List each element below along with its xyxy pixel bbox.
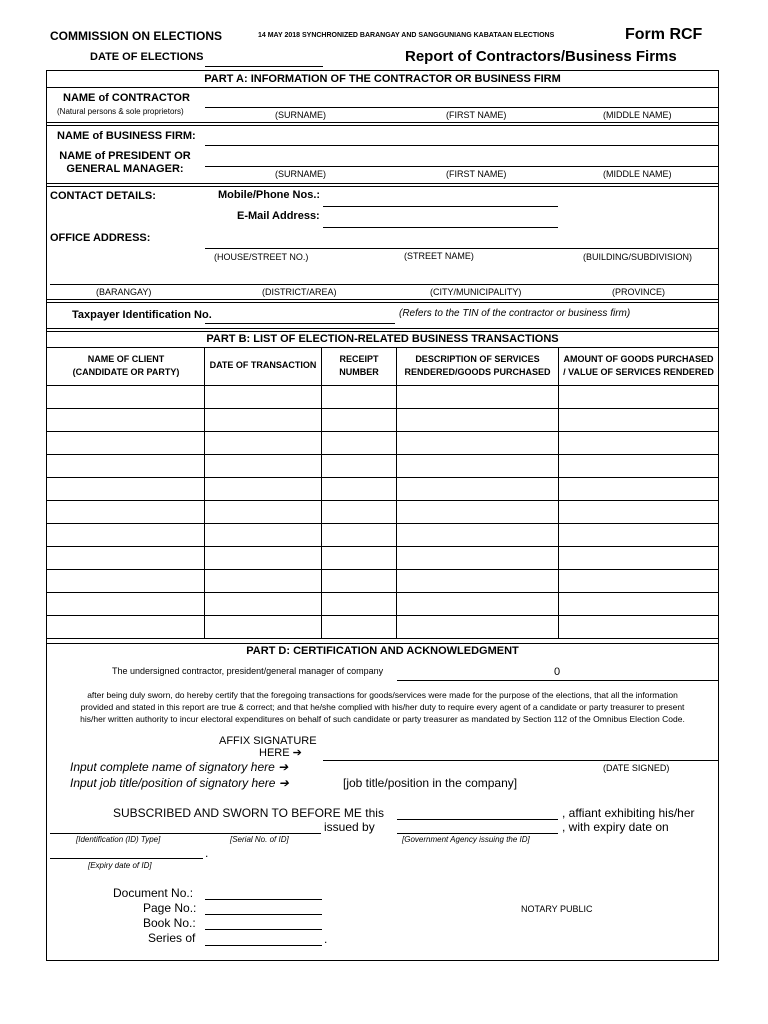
- table-cell[interactable]: [559, 432, 718, 454]
- part-d-title: PART D: CERTIFICATION AND ACKNOWLEDGMENT: [246, 645, 519, 657]
- table-cell[interactable]: [322, 616, 396, 638]
- table-cell[interactable]: [205, 386, 321, 408]
- table-cell[interactable]: [559, 386, 718, 408]
- table-cell[interactable]: [322, 455, 396, 477]
- table-cell[interactable]: [322, 386, 396, 408]
- table-cell[interactable]: [205, 501, 321, 523]
- col-receipt-line1: RECEIPT: [339, 354, 379, 364]
- part-a-title: PART A: INFORMATION OF THE CONTRACTOR OR BUSINESS FIRM: [204, 73, 561, 85]
- divider: [47, 125, 718, 126]
- table-cell[interactable]: [397, 478, 558, 500]
- document-no-label: Document No.:: [113, 886, 194, 900]
- expiry-on-text: , with expiry date on: [562, 820, 669, 834]
- id-type-caption: [Identification (ID) Type]: [76, 835, 161, 844]
- col-receipt-header: [322, 353, 396, 379]
- table-cell[interactable]: [559, 616, 718, 638]
- table-cell[interactable]: [48, 547, 204, 569]
- input-title-hint: Input job title/position of signatory here ➔: [70, 776, 289, 790]
- table-cell[interactable]: [48, 409, 204, 431]
- tin-label: Taxpayer Identification No.: [72, 309, 212, 321]
- address-line2-field[interactable]: [50, 284, 718, 285]
- agency-field[interactable]: [397, 833, 558, 834]
- table-cell[interactable]: [322, 478, 396, 500]
- table-cell[interactable]: [559, 524, 718, 546]
- mobile-label: Mobile/Phone Nos.:: [218, 189, 321, 201]
- table-cell[interactable]: [205, 455, 321, 477]
- issued-by-text: issued by: [324, 820, 375, 834]
- table-cell[interactable]: [48, 616, 204, 638]
- col-amount-line2: / VALUE OF SERVICES RENDERED: [563, 367, 714, 377]
- signature-field[interactable]: [323, 760, 718, 761]
- barangay-caption: (BARANGAY): [96, 287, 152, 297]
- certification-line3: his/her written authority to incur electoral expenditures on behalf of such candidate or party treasurer as mandated by Section 112 of the Omnibus Election Code.: [80, 714, 685, 724]
- table-cell[interactable]: [559, 455, 718, 477]
- page-no-label: Page No.:: [143, 901, 197, 915]
- president-label-line2: GENERAL MANAGER:: [66, 163, 184, 175]
- table-cell[interactable]: [397, 455, 558, 477]
- table-cell[interactable]: [205, 570, 321, 592]
- president-name-field[interactable]: [205, 166, 718, 167]
- business-firm-field[interactable]: [205, 145, 718, 146]
- table-cell[interactable]: [48, 501, 204, 523]
- table-cell[interactable]: [397, 501, 558, 523]
- form-number: Form RCF: [625, 26, 703, 43]
- table-cell[interactable]: [322, 432, 396, 454]
- divider: [47, 331, 718, 332]
- table-cell[interactable]: [397, 432, 558, 454]
- page-no-field[interactable]: [205, 914, 322, 915]
- table-cell[interactable]: [205, 524, 321, 546]
- table-cell[interactable]: [559, 478, 718, 500]
- date-of-elections-field[interactable]: [205, 66, 323, 67]
- company-field[interactable]: [397, 680, 718, 681]
- table-cell[interactable]: [48, 432, 204, 454]
- affix-here-label: HERE ➔: [259, 747, 302, 759]
- surname-caption: (SURNAME): [275, 169, 326, 179]
- table-cell[interactable]: [205, 547, 321, 569]
- affiant-text: , affiant exhibiting his/her: [562, 806, 695, 820]
- mobile-field[interactable]: [323, 206, 558, 207]
- table-cell[interactable]: [205, 616, 321, 638]
- divider: [47, 643, 718, 644]
- col-description-header: [397, 353, 558, 379]
- period: .: [205, 846, 209, 860]
- table-cell[interactable]: [322, 409, 396, 431]
- city-caption: (CITY/MUNICIPALITY): [430, 287, 522, 297]
- table-cell[interactable]: [397, 386, 558, 408]
- divider: [47, 302, 718, 303]
- form-title: Report of Contractors/Business Firms: [405, 48, 677, 65]
- tin-note: (Refers to the TIN of the contractor or business firm): [399, 308, 631, 319]
- table-cell[interactable]: [559, 547, 718, 569]
- email-label: E-Mail Address:: [237, 210, 320, 222]
- middle-name-caption: (MIDDLE NAME): [603, 169, 672, 179]
- building-caption: (BUILDING/SUBDIVISION): [583, 252, 693, 262]
- table-cell[interactable]: [322, 593, 396, 615]
- table-cell[interactable]: [205, 432, 321, 454]
- book-no-field[interactable]: [205, 929, 322, 930]
- series-of-field[interactable]: [205, 945, 322, 946]
- table-cell[interactable]: [322, 524, 396, 546]
- agency-caption: [Government Agency issuing the ID]: [402, 835, 530, 844]
- table-cell[interactable]: [48, 593, 204, 615]
- divider: [47, 299, 718, 300]
- col-amount-header: [559, 353, 718, 379]
- agency-name: COMMISSION ON ELECTIONS: [50, 29, 223, 43]
- table-cell[interactable]: [205, 478, 321, 500]
- table-cell[interactable]: [397, 570, 558, 592]
- col-date-header: DATE OF TRANSACTION: [209, 360, 317, 370]
- series-of-label: Series of: [148, 931, 196, 945]
- office-address-label: OFFICE ADDRESS:: [50, 232, 151, 244]
- table-cell[interactable]: [559, 501, 718, 523]
- election-name: 14 MAY 2018 SYNCHRONIZED BARANGAY AND SANGGUNIANG KABATAAN ELECTIONS: [258, 32, 555, 39]
- table-row-divider: [47, 638, 718, 639]
- col-description-line2: RENDERED/GOODS PURCHASED: [404, 367, 551, 377]
- street-caption: (STREET NAME): [404, 251, 474, 261]
- divider: [47, 183, 718, 184]
- sworn-date-field[interactable]: [397, 819, 558, 820]
- middle-name-caption: (MIDDLE NAME): [603, 110, 672, 120]
- col-client-header: [48, 353, 204, 379]
- divider: [47, 122, 718, 123]
- divider: [47, 186, 718, 187]
- period: .: [324, 932, 328, 946]
- president-label-line1: NAME of PRESIDENT OR: [59, 150, 191, 162]
- table-cell[interactable]: [559, 570, 718, 592]
- first-name-caption: (FIRST NAME): [446, 169, 507, 179]
- business-firm-label: NAME of BUSINESS FIRM:: [57, 130, 196, 142]
- certification-line2: provided and stated in this report are true & correct; and that he/she complied with his/her duty to require every agent of a candidate or party treasurer to present: [80, 702, 685, 712]
- divider: [47, 347, 718, 348]
- date-of-elections-label: DATE OF ELECTIONS: [90, 51, 204, 63]
- col-client-line2: (CANDIDATE OR PARTY): [72, 367, 180, 377]
- divider: [47, 87, 718, 88]
- table-cell[interactable]: [322, 570, 396, 592]
- col-receipt-line2: NUMBER: [339, 367, 379, 377]
- table-cell[interactable]: [397, 409, 558, 431]
- table-cell[interactable]: [397, 616, 558, 638]
- expiry-date-field[interactable]: [50, 858, 203, 859]
- table-cell[interactable]: [559, 593, 718, 615]
- contact-details-label: CONTACT DETAILS:: [50, 190, 156, 202]
- tin-field[interactable]: [205, 323, 395, 324]
- surname-caption: (SURNAME): [275, 110, 326, 120]
- book-no-label: Book No.:: [143, 916, 196, 930]
- table-cell[interactable]: [205, 593, 321, 615]
- document-no-field[interactable]: [205, 899, 322, 900]
- table-cell[interactable]: [48, 478, 204, 500]
- notary-public-label: NOTARY PUBLIC: [521, 904, 593, 914]
- table-cell[interactable]: [48, 386, 204, 408]
- province-caption: (PROVINCE): [612, 287, 666, 297]
- table-cell[interactable]: [205, 409, 321, 431]
- first-name-caption: (FIRST NAME): [446, 110, 507, 120]
- district-caption: (DISTRICT/AREA): [262, 287, 337, 297]
- date-signed-caption: (DATE SIGNED): [603, 763, 670, 773]
- input-name-hint: Input complete name of signatory here ➔: [70, 760, 289, 774]
- table-cell[interactable]: [48, 524, 204, 546]
- contractor-name-note: (Natural persons & sole proprietors): [57, 107, 184, 116]
- contractor-name-label: NAME of CONTRACTOR: [63, 92, 190, 104]
- company-value: 0: [554, 666, 561, 678]
- id-type-field[interactable]: [50, 833, 321, 834]
- part-b-title: PART B: LIST OF ELECTION-RELATED BUSINESS TRANSACTIONS: [206, 333, 559, 345]
- address-line1-field[interactable]: [205, 248, 718, 249]
- col-client-line1: NAME OF CLIENT: [87, 354, 165, 364]
- job-title-value[interactable]: [job title/position in the company]: [343, 776, 518, 790]
- table-cell[interactable]: [397, 547, 558, 569]
- divider: [47, 328, 718, 329]
- affix-signature-label: AFFIX SIGNATURE: [219, 735, 317, 747]
- expiry-date-caption: [Expiry date of ID]: [88, 861, 152, 870]
- col-description-line1: DESCRIPTION OF SERVICES: [415, 354, 540, 364]
- col-amount-line1: AMOUNT OF GOODS PURCHASED: [563, 354, 714, 364]
- table-cell[interactable]: [397, 524, 558, 546]
- table-cell[interactable]: [559, 409, 718, 431]
- table-cell[interactable]: [48, 455, 204, 477]
- contractor-name-field[interactable]: [205, 107, 718, 108]
- serial-caption: [Serial No. of ID]: [230, 835, 289, 844]
- table-cell[interactable]: [322, 547, 396, 569]
- certification-intro: The undersigned contractor, president/general manager of company: [112, 666, 384, 676]
- table-cell[interactable]: [322, 501, 396, 523]
- email-field[interactable]: [323, 227, 558, 228]
- certification-line1: after being duly sworn, do hereby certify that the foregoing transactions for goods/services were made for the purpose of the elections, that all the information: [87, 690, 678, 700]
- table-cell[interactable]: [397, 593, 558, 615]
- table-cell[interactable]: [48, 570, 204, 592]
- subscribed-text: SUBSCRIBED AND SWORN TO BEFORE ME this: [113, 806, 384, 820]
- house-caption: (HOUSE/STREET NO.): [214, 252, 309, 262]
